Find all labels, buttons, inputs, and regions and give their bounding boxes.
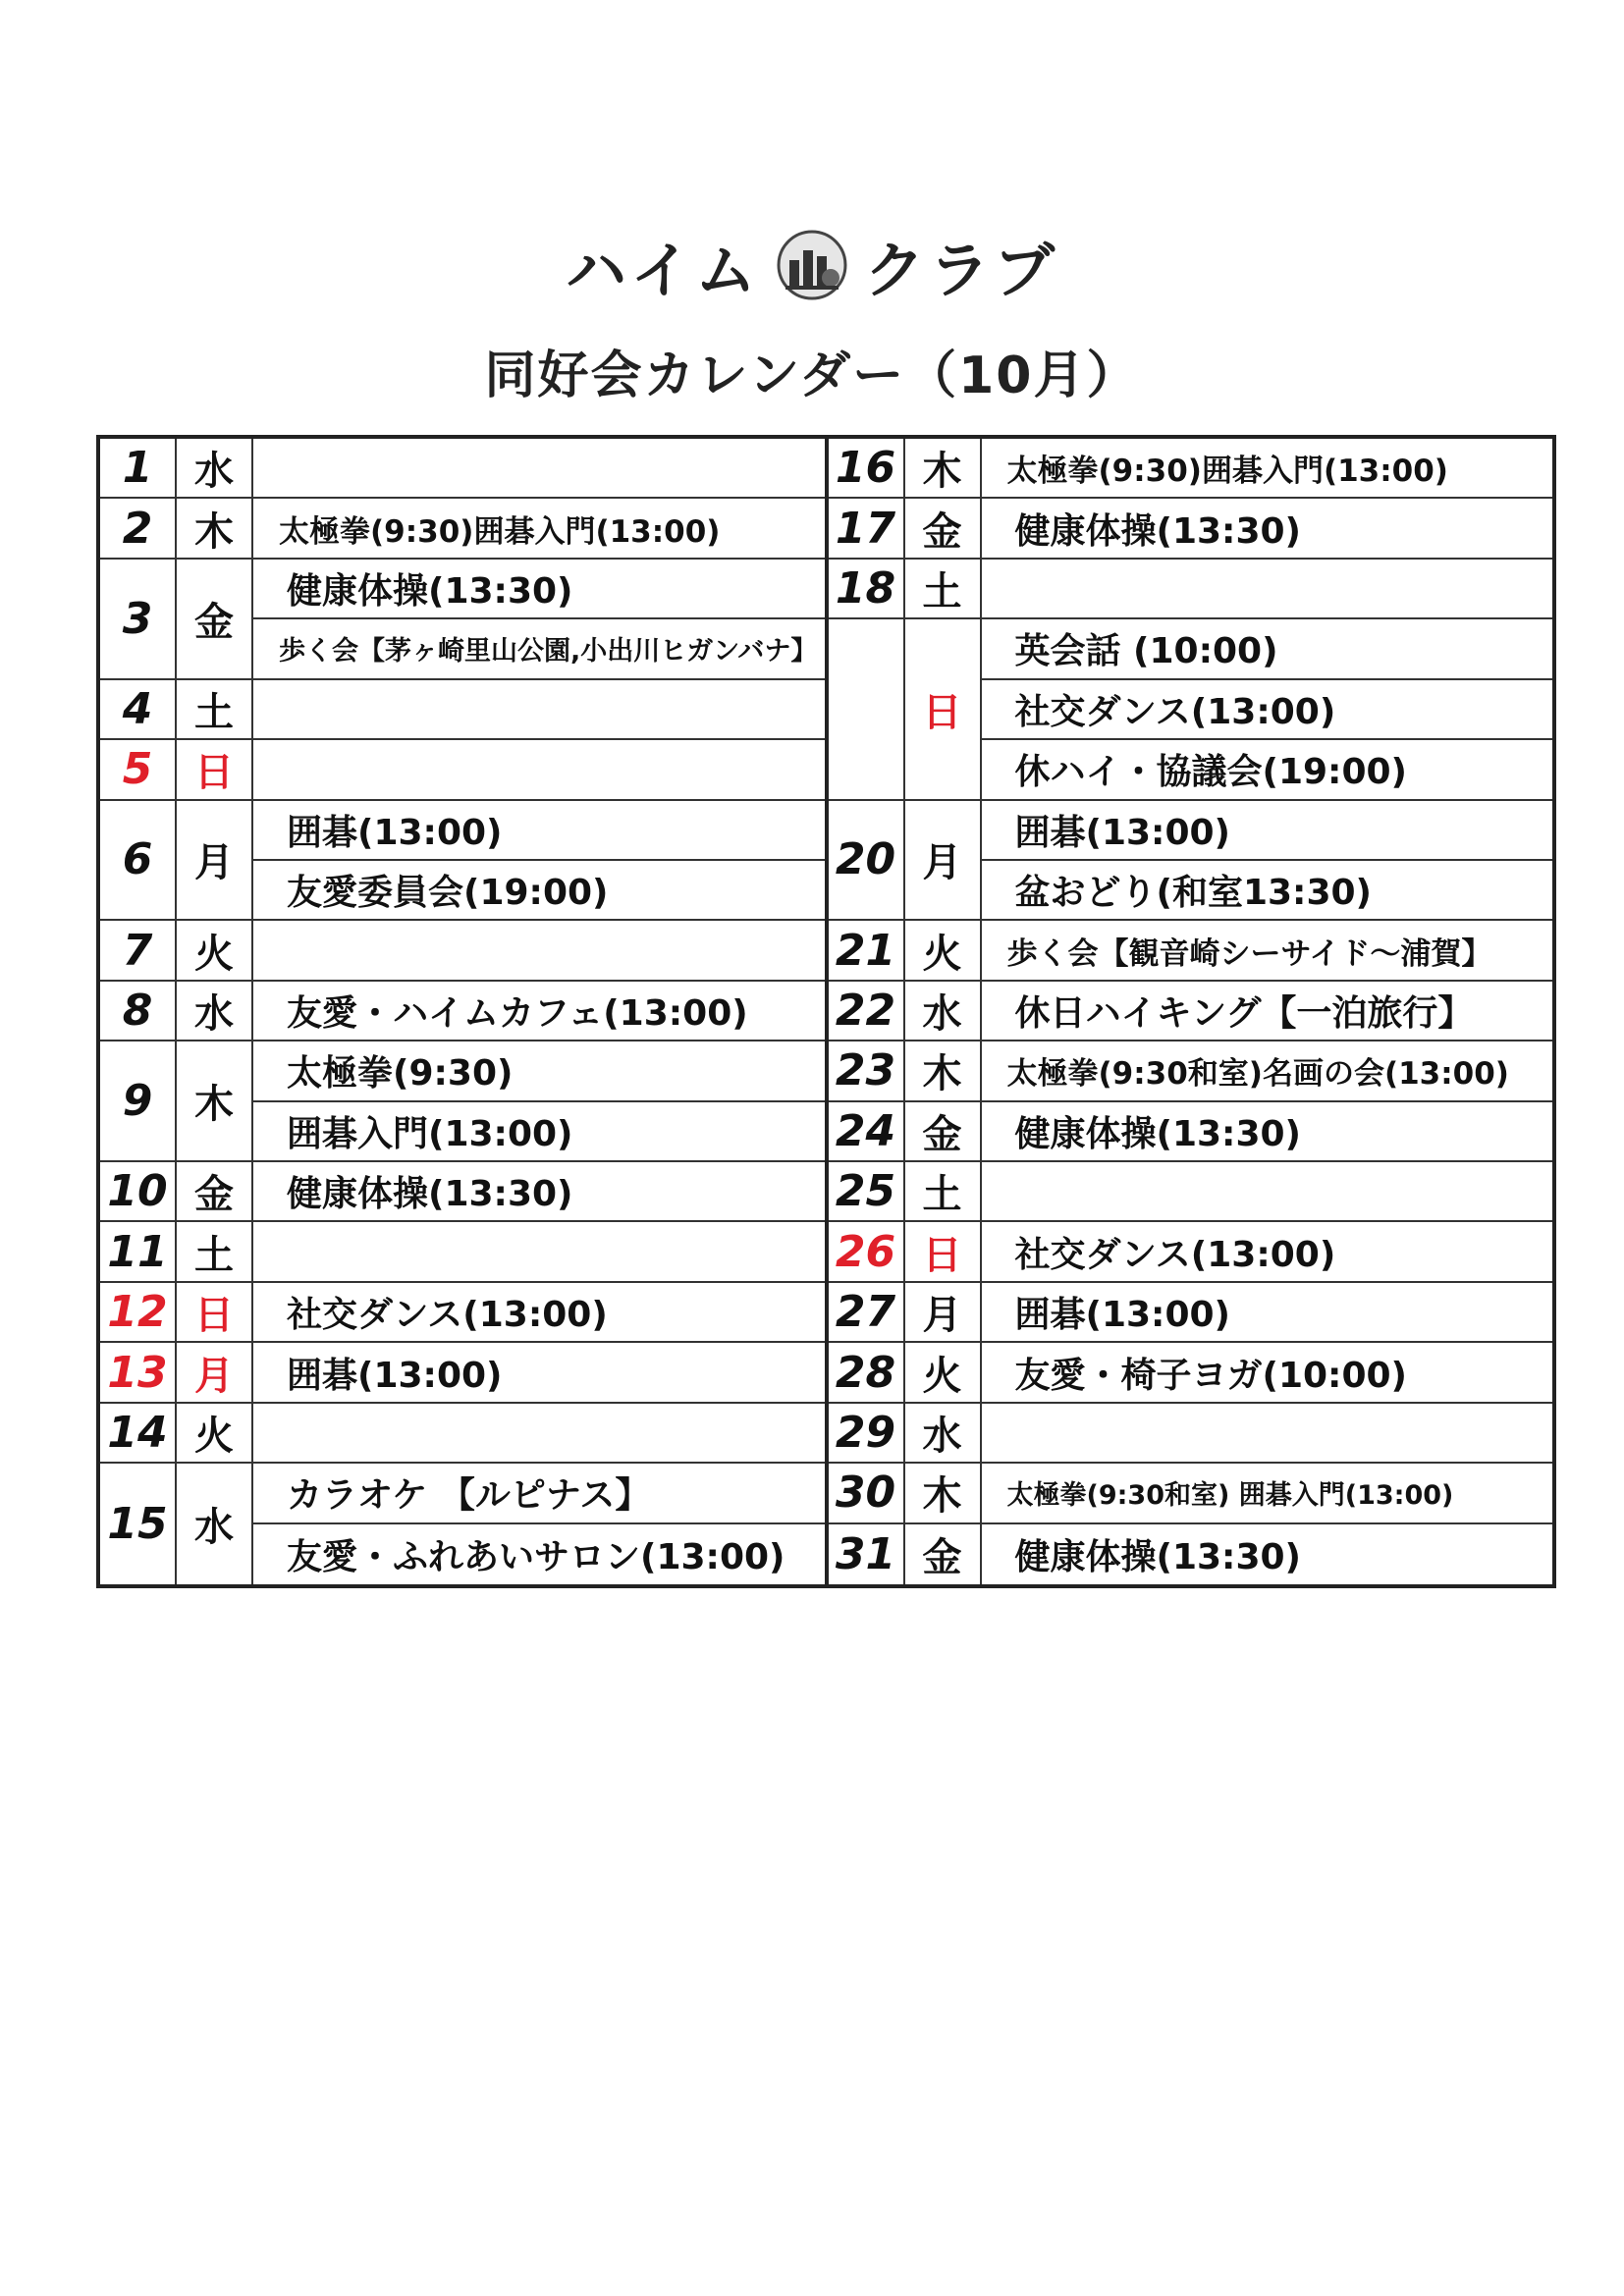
event-cell: 囲碁入門(13:00) — [253, 1102, 825, 1162]
day-number: 4 — [100, 680, 177, 740]
club-logo-line — [0, 226, 1624, 304]
event-cell: 社交ダンス(13:00) — [253, 1283, 825, 1343]
weekday: 木 — [905, 439, 982, 499]
event-cell: 太極拳(9:30) — [253, 1041, 825, 1101]
event-cell: 太極拳(9:30和室) 囲碁入門(13:00) — [982, 1464, 1553, 1523]
event-cell: 囲碁(13:00) — [253, 1343, 825, 1403]
day-number: 7 — [100, 921, 177, 981]
day-number: 18 — [829, 560, 905, 619]
day-number — [829, 619, 905, 800]
weekday: 土 — [177, 1222, 253, 1282]
weekday: 火 — [905, 1343, 982, 1403]
event-cell — [253, 1404, 825, 1464]
event-cell — [253, 680, 825, 740]
day-number: 15 — [100, 1464, 177, 1584]
event-cell: 友愛委員会(19:00) — [253, 861, 825, 921]
event-cell — [982, 1404, 1553, 1464]
weekday: 日 — [905, 619, 982, 800]
event-cell: 友愛・椅子ヨガ(10:00) — [982, 1343, 1553, 1403]
day-number: 5 — [100, 740, 177, 800]
day-number: 29 — [829, 1404, 905, 1464]
day-number: 30 — [829, 1464, 905, 1523]
event-cell: 太極拳(9:30)囲碁入門(13:00) — [982, 439, 1553, 499]
weekday: 木 — [177, 1041, 253, 1162]
weekday: 日 — [905, 1222, 982, 1282]
day-number: 10 — [100, 1162, 177, 1222]
weekday: 日 — [177, 740, 253, 800]
day-number: 25 — [829, 1162, 905, 1222]
weekday: 土 — [905, 560, 982, 619]
weekday: 水 — [177, 982, 253, 1041]
day-number: 24 — [829, 1102, 905, 1162]
event-cell: 休ハイ・協議会(19:00) — [982, 740, 1553, 800]
club-name-left: ハイム — [565, 234, 760, 306]
day-number: 12 — [100, 1283, 177, 1343]
weekday: 金 — [905, 1102, 982, 1162]
weekday: 月 — [905, 1283, 982, 1343]
event-cell: 囲碁(13:00) — [253, 801, 825, 861]
calendar-table — [96, 435, 1556, 1588]
event-cell: 健康体操(13:30) — [982, 499, 1553, 559]
weekday: 木 — [905, 1041, 982, 1101]
weekday: 火 — [177, 1404, 253, 1464]
weekday: 金 — [177, 1162, 253, 1222]
day-number: 21 — [829, 921, 905, 981]
weekday: 金 — [177, 560, 253, 680]
weekday: 月 — [177, 1343, 253, 1403]
event-cell: 社交ダンス(13:00) — [982, 680, 1553, 740]
weekday: 木 — [177, 499, 253, 559]
event-cell — [253, 921, 825, 981]
weekday: 木 — [905, 1464, 982, 1523]
weekday: 月 — [905, 801, 982, 922]
day-number: 1 — [100, 439, 177, 499]
day-number: 9 — [100, 1041, 177, 1162]
calendar-right-half — [829, 439, 1553, 1584]
event-cell — [982, 1162, 1553, 1222]
event-cell — [253, 439, 825, 499]
day-number: 14 — [100, 1404, 177, 1464]
event-cell: 太極拳(9:30)囲碁入門(13:00) — [253, 499, 825, 559]
event-cell: 社交ダンス(13:00) — [982, 1222, 1553, 1282]
page-title: 同好会カレンダー（10月） — [484, 347, 1140, 405]
event-cell: 健康体操(13:30) — [1014, 1536, 1301, 1577]
weekday: 日 — [177, 1283, 253, 1343]
day-number: 27 — [829, 1283, 905, 1343]
day-number: 20 — [829, 801, 905, 922]
day-number: 11 — [100, 1222, 177, 1282]
day-number: 26 — [829, 1222, 905, 1282]
calendar-left-half — [100, 439, 829, 1584]
day-number: 28 — [829, 1343, 905, 1403]
event-cell: 健康体操(13:30) — [253, 560, 825, 619]
event-cell: 友愛・ふれあいサロン(13:00) — [287, 1536, 785, 1577]
weekday: 土 — [177, 680, 253, 740]
day-number: 13 — [100, 1343, 177, 1403]
event-cell — [253, 1222, 825, 1282]
weekday: 水 — [177, 439, 253, 499]
club-emblem-icon — [774, 227, 850, 303]
event-cell: 歩く会【観音崎シーサイド～浦賀】 — [982, 921, 1553, 981]
event-cell: 英会話 (10:00) — [982, 619, 1553, 679]
weekday: 水 — [905, 1404, 982, 1464]
weekday: 水 — [905, 982, 982, 1041]
event-cell: 休日ハイキング【一泊旅行】 — [982, 982, 1553, 1041]
event-cell: 盆おどり(和室13:30) — [982, 861, 1553, 921]
event-cell — [982, 560, 1553, 619]
event-cell: 健康体操(13:30) — [982, 1102, 1553, 1162]
weekday: 金 — [905, 1524, 982, 1584]
event-cell: 友愛・ハイムカフェ(13:00) — [253, 982, 825, 1041]
day-number: 3 — [100, 560, 177, 680]
weekday: 土 — [905, 1162, 982, 1222]
weekday: 水 — [177, 1464, 253, 1584]
day-number: 6 — [100, 801, 177, 922]
day-number: 2 — [100, 499, 177, 559]
weekday: 火 — [905, 921, 982, 981]
weekday: 火 — [177, 921, 253, 981]
event-cell: 囲碁(13:00) — [982, 1283, 1553, 1343]
day-number: 17 — [829, 499, 905, 559]
event-cell — [253, 740, 825, 800]
event-cell: カラオケ 【ルピナス】 — [253, 1464, 825, 1523]
event-cell: 太極拳(9:30和室)名画の会(13:00) — [982, 1041, 1553, 1101]
day-number: 23 — [829, 1041, 905, 1101]
event-cell: 歩く会【茅ヶ崎里山公園,小出川ヒガンバナ】 — [253, 619, 825, 679]
club-name-right: クラブ — [864, 234, 1059, 306]
page-header — [0, 226, 1624, 407]
weekday: 月 — [177, 801, 253, 922]
day-number: 8 — [100, 982, 177, 1041]
day-number: 22 — [829, 982, 905, 1041]
day-number: 31 — [829, 1524, 905, 1584]
weekday: 金 — [905, 499, 982, 559]
event-cell: 健康体操(13:30) — [253, 1162, 825, 1222]
event-cell: 囲碁(13:00) — [982, 801, 1553, 861]
day-number: 16 — [829, 439, 905, 499]
